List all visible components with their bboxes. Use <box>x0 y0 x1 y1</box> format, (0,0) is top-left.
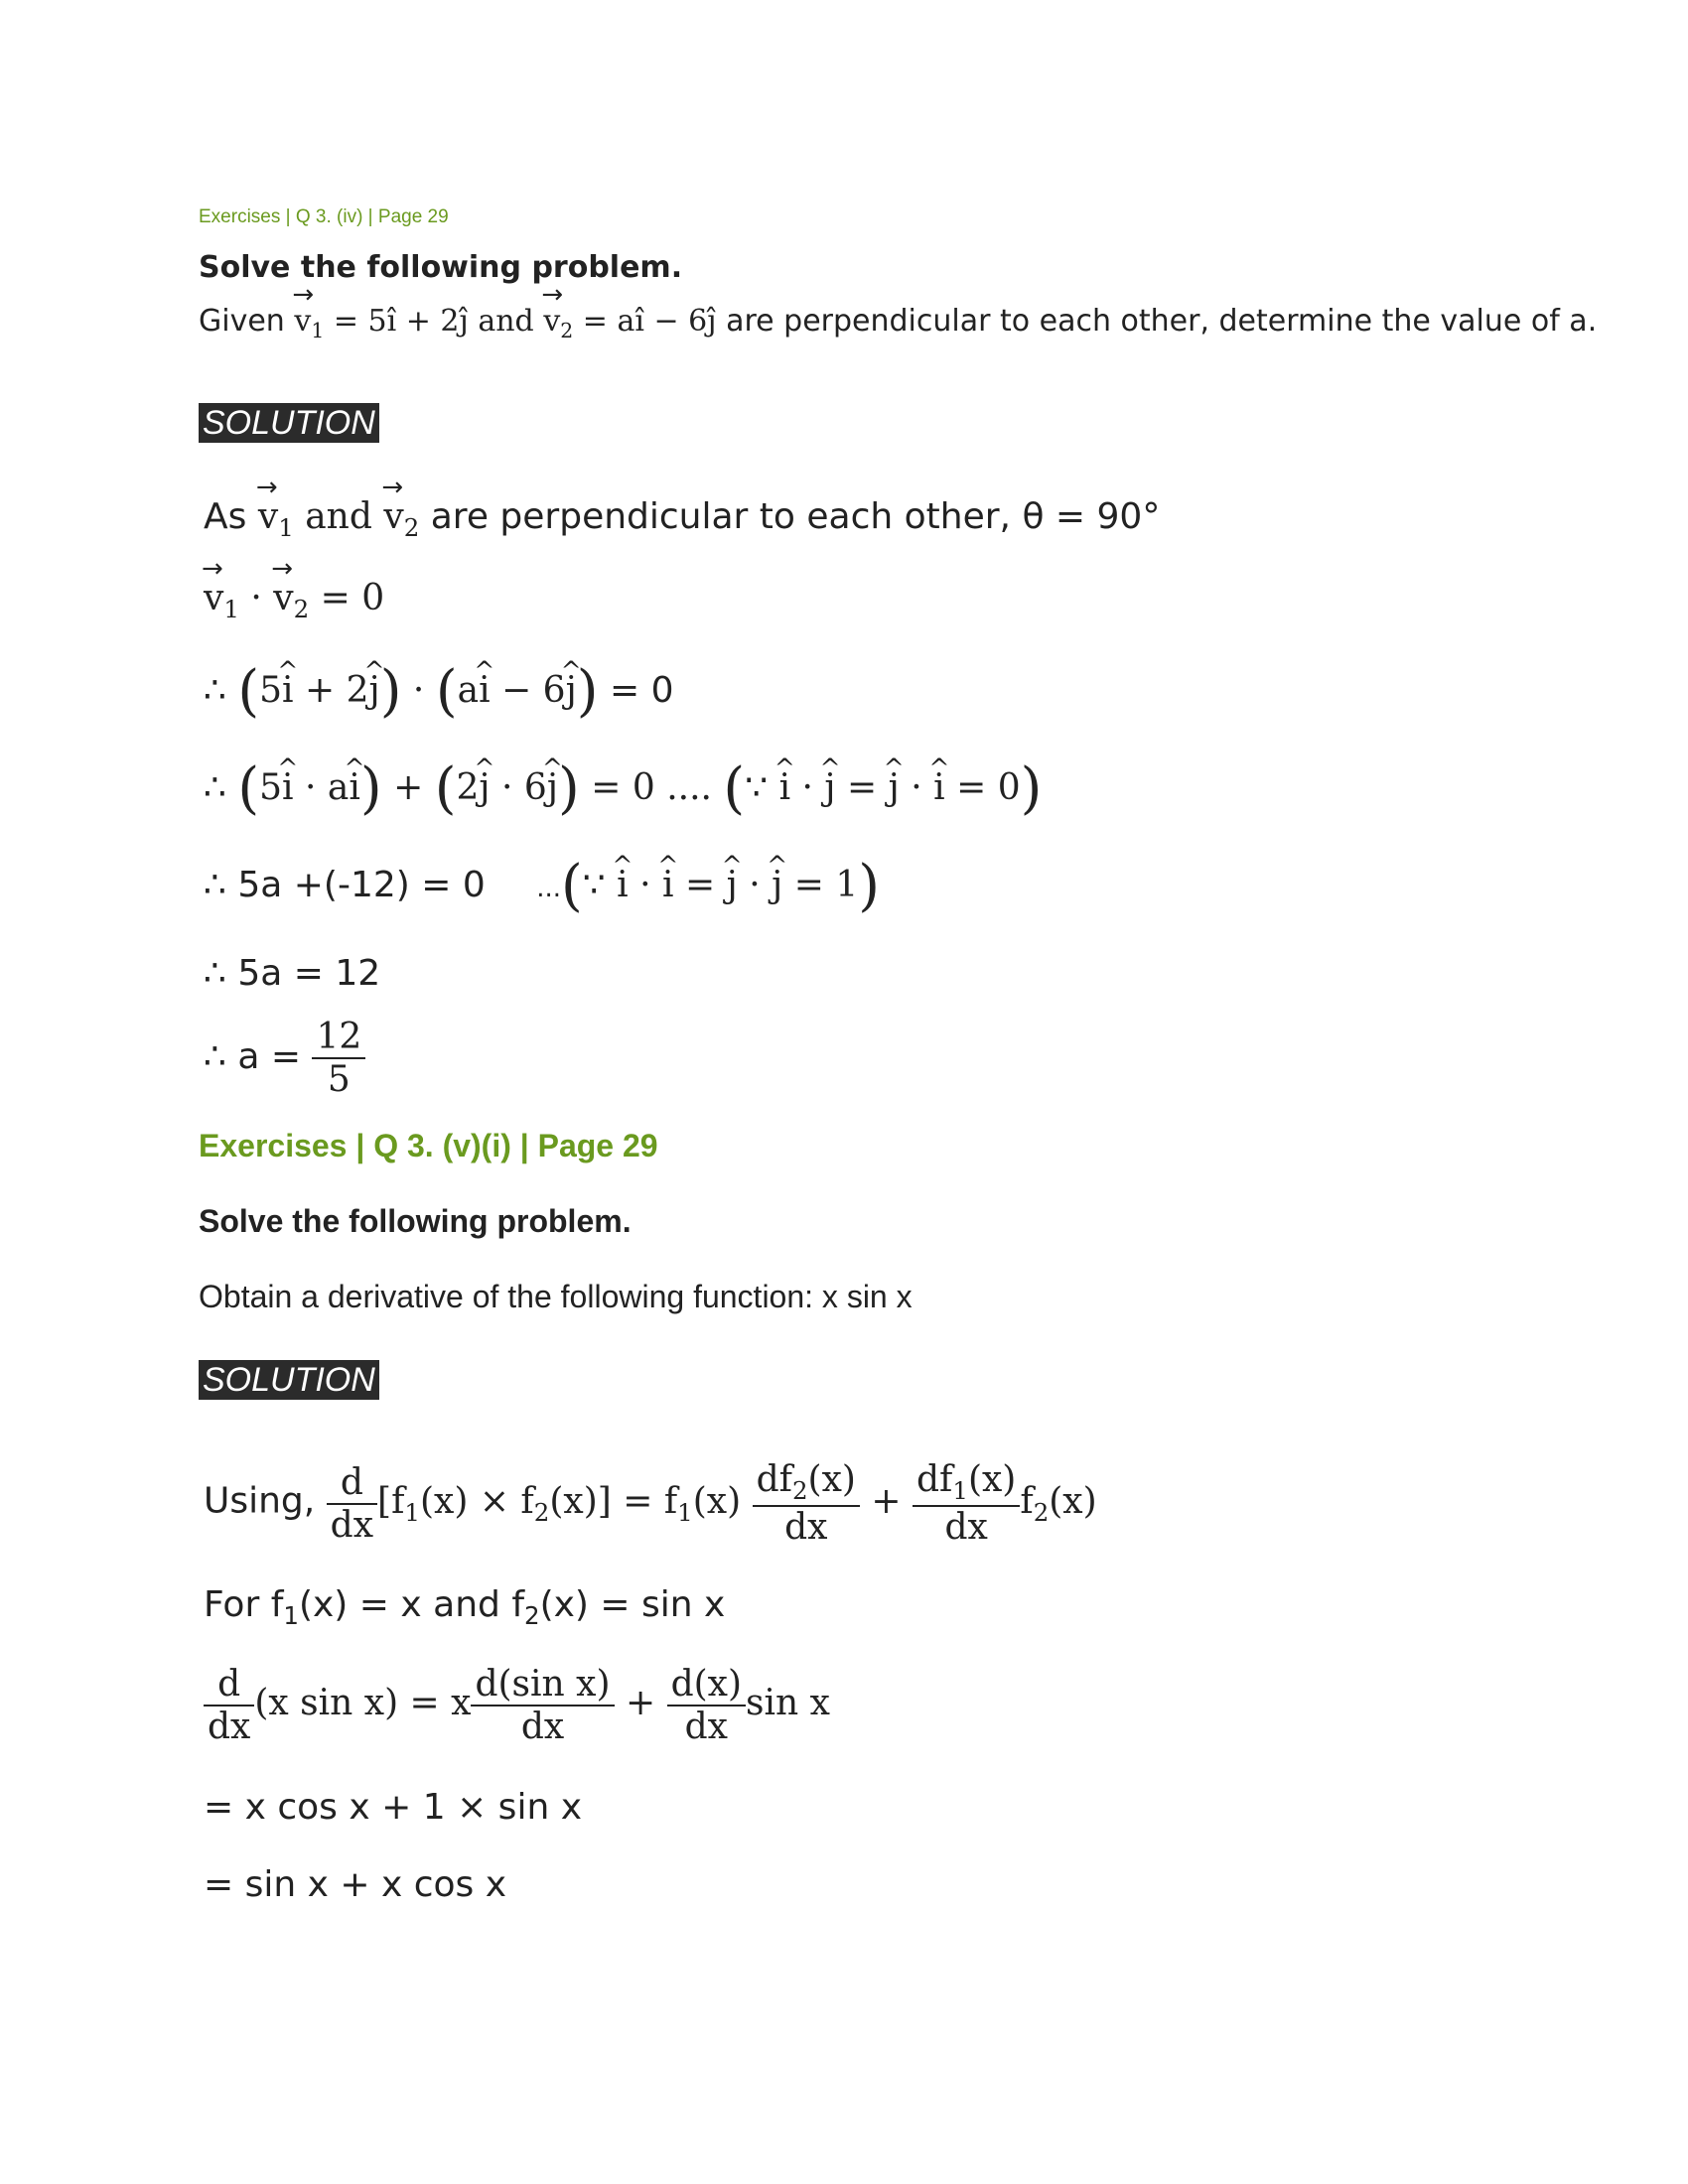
for-f1-f2-line: For $f_1(x) = x$ and $f_2(x) = \sin x$ <box>204 1584 726 1631</box>
given-suffix: are perpendicular to each other, determine the value of a. <box>726 304 1598 339</box>
solution-line-simplify: ∴ 5a +(-12) = 0 ...(∵ i ^ · i ^ = j ^ · j ^ = 1) <box>204 854 880 918</box>
for-line-part-a: For f <box>204 1584 284 1625</box>
solution-line-a-value <box>204 1017 365 1100</box>
line7-lhs: ∴ a = <box>204 1036 302 1077</box>
line5-dots: ... <box>536 874 562 904</box>
result-line-1: = x cos x + 1 × sin x <box>204 1787 583 1828</box>
fraction-12-over-5 <box>312 1017 365 1100</box>
line4-rhs: = 0 <box>591 767 655 809</box>
problem-title-2: Solve the following problem. <box>199 1203 632 1239</box>
line3-rhs: = 0 <box>609 670 674 712</box>
line5-lhs: ∴ 5a +(-12) = 0 <box>204 865 486 906</box>
for-line-part-c: (x) = sin x <box>539 1584 726 1625</box>
given-and: and <box>478 304 534 339</box>
for-line-part-b: (x) = x and f <box>298 1584 524 1625</box>
exercise-header-q3-v-i: Exercises | Q 3. (v)(i) | Page 29 <box>199 1128 658 1163</box>
given-statement <box>199 280 1598 342</box>
line1-suffix: are perpendicular to each other, θ = 90° <box>430 496 1161 537</box>
solution-line-5a: ∴ 5a = 12 <box>204 953 381 994</box>
solution-label-2: SOLUTION <box>199 1360 379 1400</box>
line1-prefix: As <box>204 496 247 537</box>
given-prefix: Given <box>199 304 285 339</box>
result-line-2: = sin x + x cos x <box>204 1864 507 1905</box>
vector-v1: → $v_1$ <box>292 280 325 342</box>
given-v2-value: = aî − 6ĵ <box>582 304 717 339</box>
fraction-numerator: 12 <box>312 1017 365 1059</box>
vector-v2: → $v_2$ <box>541 280 574 342</box>
using-label: Using, <box>204 1480 316 1522</box>
product-rule-line: Using, $\frac{d}{dx}$ $[f_1(x) \times f_2(x)] = f_1(x)$ $\frac{df_2(x)}{dx}$ + $\frac{df_1(x)}{dx}$ $f_2(x)$ <box>204 1459 1097 1549</box>
exercise-header-q3-iv: Exercises | Q 3. (iv) | Page 29 <box>199 206 449 227</box>
solution-line-dot-product: → $v_1$ · → $v_2 = 0$ <box>202 554 385 624</box>
fraction-denominator: 5 <box>327 1059 351 1100</box>
solution-line-perpendicular: As → $v_1$ and → $v_2$ are perpendicular to each other, θ = 90° <box>204 473 1161 543</box>
line4-dots: .... <box>666 767 712 809</box>
line1-and: and <box>305 496 372 537</box>
problem-prompt: Obtain a derivative of the following function: x sin x <box>199 1279 913 1314</box>
problem-title: Solve the following problem. <box>199 250 683 285</box>
given-v1-value: = 5î + 2ĵ <box>333 304 469 339</box>
solution-line-expand: ∴ (5i ^ · ai ^) + (2j ^ · 6j ^) = 0 .... (∵ i ^ · j ^ = j ^ · i ^ = 0) <box>204 756 1042 821</box>
solution-line-substitute: ∴ (5i ^ + 2j ^) · (ai ^ − 6j ^) = 0 <box>204 659 673 724</box>
line2-eq: = 0 <box>320 578 385 618</box>
solution-label: SOLUTION <box>199 403 379 443</box>
derivative-application-line: $\frac{d}{dx}$ (x sin x) = x $\frac{\text{d(sin x)}}{dx}$ + $\frac{d(x)}{dx}$ sin x <box>204 1664 830 1747</box>
